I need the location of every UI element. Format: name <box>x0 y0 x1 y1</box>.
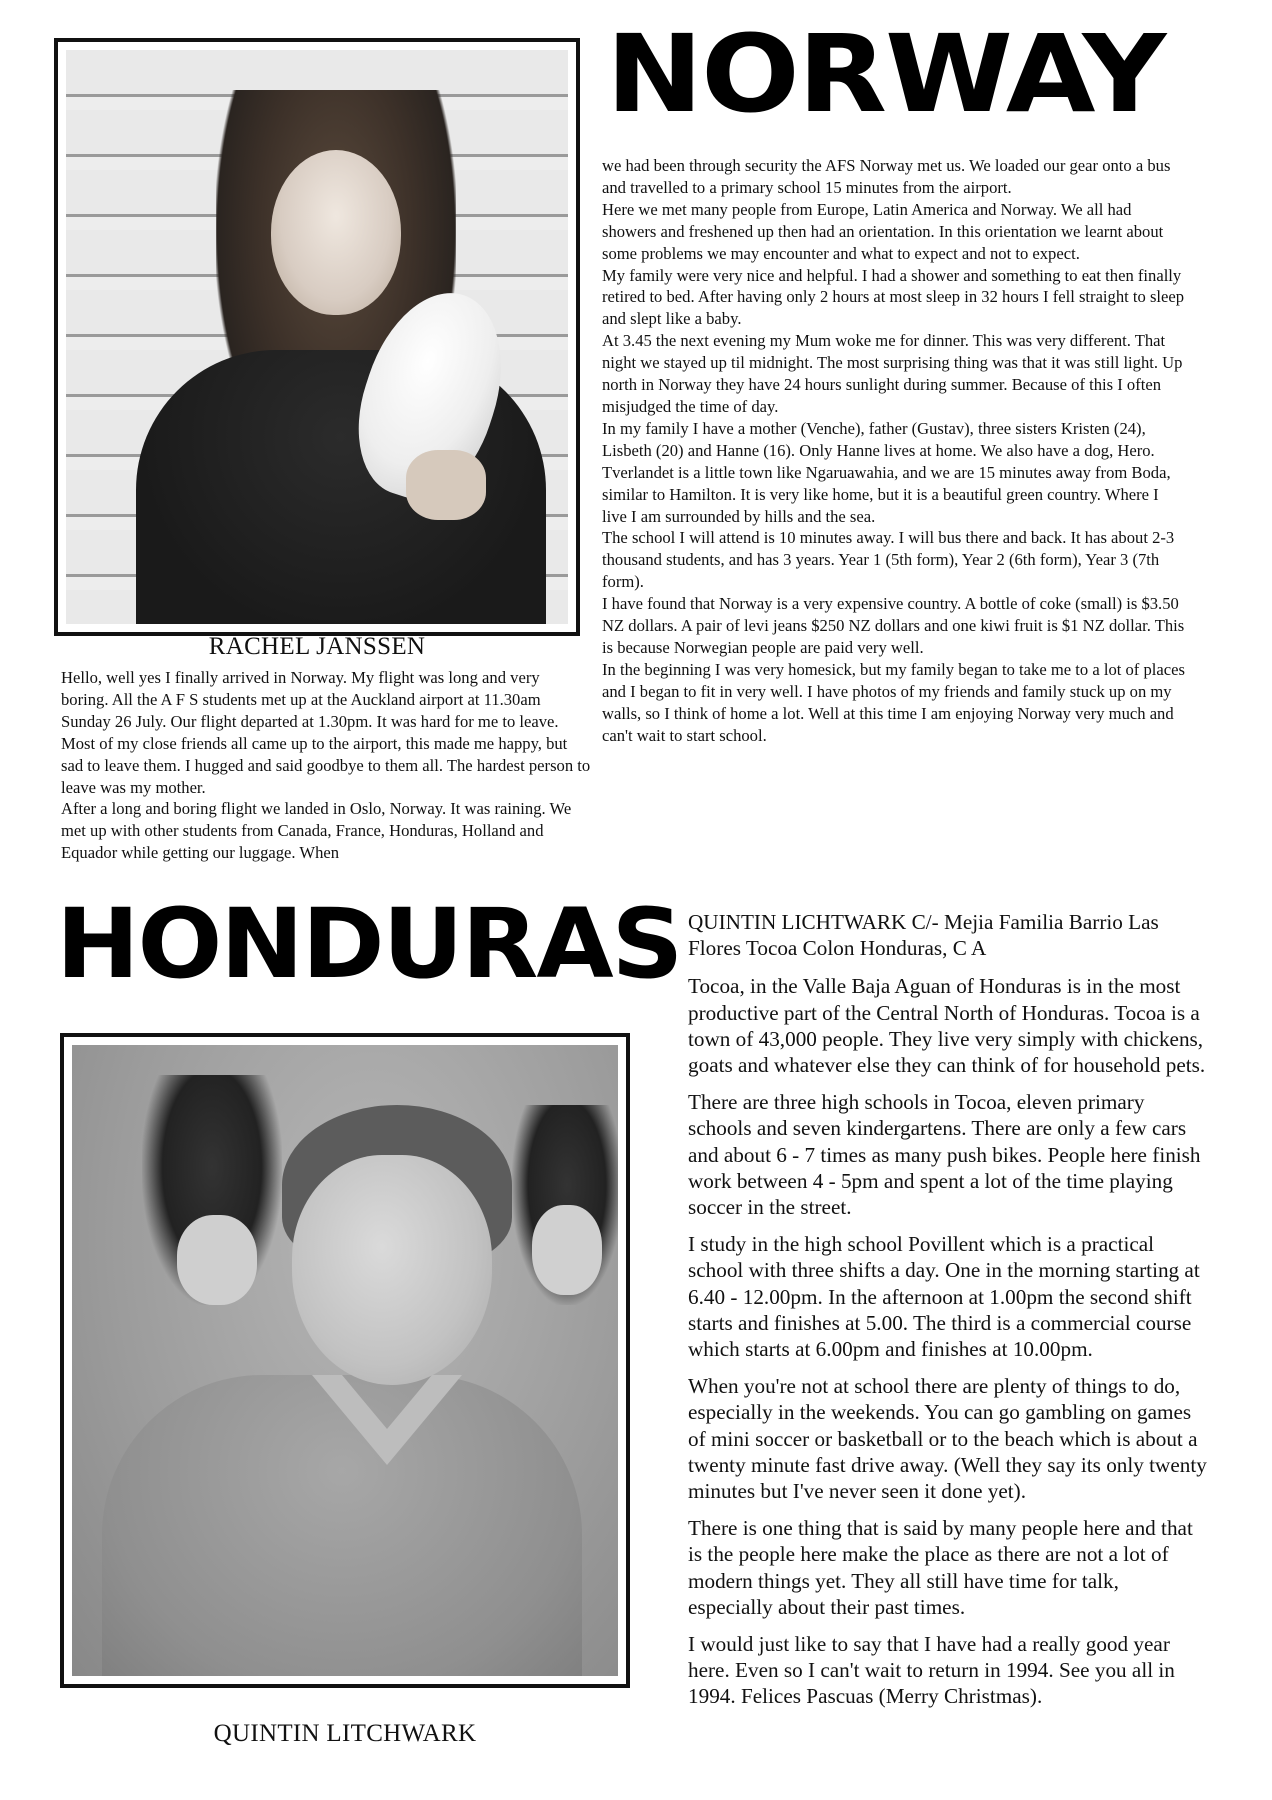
norway-paragraph: Hello, well yes I finally arrived in Norway. My flight was long and very boring. All the A F S students met up at the Auckland airport at 11.30am Sunday 26 July. Our flight departed at 1.30pm. It was hard for me to leave. Most of my close friends all came up to the airport, this made me happy, but sad to leave them. I hugged and said goodbye to them all. The hardest person to leave was my mother. <box>61 668 591 797</box>
honduras-headline: HONDURAS <box>56 888 682 1000</box>
norway-paragraph: In my family I have a mother (Venche), father (Gustav), three sisters Kristen (24), Lisbeth (20) and Hanne (16). Only Hanne lives at home. We also have a dog, Hero. <box>602 418 1155 460</box>
photo-mask-face-right <box>532 1205 602 1295</box>
norway-article-right-column <box>602 155 1187 746</box>
norway-paragraph: My family were very nice and helpful. I had a shower and something to eat then finally retired to bed. After having only 2 hours at most sleep in 32 hours I fell straight to sleep and slept like a baby. <box>602 265 1185 329</box>
norway-paragraph: The school I will attend is 10 minutes away. I will bus there and back. It has about 2-3 thousand students, and has 3 years. Year 1 (5th form), Year 2 (6th form), Year 3 (7th form). <box>602 528 1175 592</box>
norway-paragraph: we had been through security the AFS Norway met us. We loaded our gear onto a bus and travelled to a primary school 15 minutes from the airport. <box>602 156 1171 197</box>
rachel-janssen-photo <box>66 50 568 624</box>
honduras-paragraph: Tocoa, in the Valle Baja Aguan of Honduras is in the most productive part of the Central North of Honduras. Tocoa is a town of 43,000 people. They live very simply with chickens, goats and whatever else they can think of for household pets. <box>688 974 1206 1078</box>
photo-shirt <box>102 1375 582 1676</box>
honduras-article <box>688 909 1208 1721</box>
norway-paragraph: I have found that Norway is a very expensive country. A bottle of coke (small) is $3.50 NZ dollars. A pair of levi jeans $250 NZ dollars and one kiwi fruit is $1 NZ dollar. This is because Norwegian people are paid very well. <box>602 594 1185 657</box>
honduras-photo-caption: QUINTIN LITCHWARK <box>213 1720 477 1747</box>
norway-paragraph: At 3.45 the next evening my Mum woke me for dinner. This was very different. That night we stayed up til midnight. The most surprising thing was that it was still light. Up north in Norway they have 24 hours sunlight during summer. Because of this I often misjudged the time of day. <box>602 331 1183 416</box>
norway-paragraph: Tverlandet is a little town like Ngaruawahia, and we are 15 minutes away from Boda, similar to Hamilton. It is very like home, but it is a beautiful green country. Where I live I am surrounded by hills and the sea. <box>602 462 1171 526</box>
norway-paragraph: After a long and boring flight we landed in Oslo, Norway. It was raining. We met up with other students from Canada, France, Honduras, Holland and Equador while getting our luggage. When <box>61 799 572 863</box>
norway-photo-frame <box>54 38 580 636</box>
honduras-photo-frame <box>60 1033 630 1688</box>
photo-mask-face-left <box>177 1215 257 1305</box>
norway-paragraph: In the beginning I was very homesick, but my family began to take me to a lot of places and I began to fit in very well. I have photos of my friends and family stuck up on my walls, so I think of home a lot. Well at this time I am enjoying Norway very much and can't wait to start school. <box>602 659 1185 745</box>
photo-face <box>271 150 401 315</box>
honduras-paragraph: I would just like to say that I have had a really good year here. Even so I can't wait to return in 1994. See you all in 1994. Felices Pascuas (Merry Christmas). <box>688 1632 1175 1709</box>
honduras-paragraph: When you're not at school there are plenty of things to do, especially in the weekends. You can go gambling on games of mini soccer or basketball or to the beach which is about a twenty minute fast drive away. (Well they say its only twenty minutes but I've never seen it done yet). <box>688 1374 1207 1504</box>
quintin-litchwark-photo <box>72 1045 618 1676</box>
norway-article-left-column <box>61 667 591 864</box>
honduras-paragraph: There is one thing that is said by many people here and that is the people here make the place as there are not a lot of modern things yet. They all still have time for talk, especially about their past times. <box>688 1516 1193 1619</box>
photo-hand <box>406 450 486 520</box>
honduras-paragraph: There are three high schools in Tocoa, eleven primary schools and seven kindergartens. There are only a few cars and about 6 - 7 times as many push bikes. People here finish work between 4 - 5pm and spent a lot of the time playing soccer in the street. <box>688 1090 1201 1220</box>
photo-face <box>292 1155 492 1385</box>
honduras-paragraph: I study in the high school Povillent which is a practical school with three shifts a day. One in the morning starting at 6.40 - 12.00pm. In the afternoon at 1.00pm the second shift starts and finishes at 5.00. The third is a commercial course which starts at 6.00pm and finishes at 10.00pm. <box>688 1232 1200 1362</box>
norway-photo-caption: RACHEL JANSSEN <box>208 633 426 660</box>
norway-headline: NORWAY <box>606 12 1165 137</box>
honduras-address: QUINTIN LICHTWARK C/- Mejia Familia Barrio Las Flores Tocoa Colon Honduras, C A <box>688 910 1159 961</box>
norway-paragraph: Here we met many people from Europe, Latin America and Norway. We all had showers and freshened up then had an orientation. In this orientation we learnt about some problems we may encounter and what to expect and not to expect. <box>602 199 1164 263</box>
